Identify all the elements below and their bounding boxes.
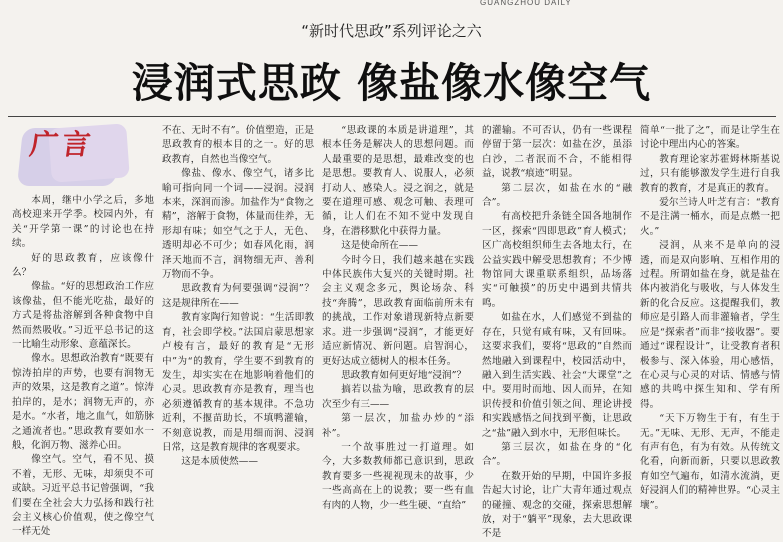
paragraph: 如盐在水，人们感觉不到盐的存在，只觉有咸有味，又有回味。这要求我们，要将“思政的”自然而然地融入到课程中，校园活动中，融入到生活实践、社会“大课堂”之中。要用时而地、因人而异，在知识传授和价值引领之间、理论讲授和实践感悟之间找到平衡，让思政之“盐”融入到水中，无形但味长。: [482, 312, 632, 439]
headline: 浸润式思政 像盐像水像空气: [131, 59, 652, 107]
paragraph: 简单“一批了之”，而是让学生在讨论中理出内心的答案。: [640, 125, 780, 151]
article-column-5: [640, 124, 780, 511]
article-column-4: [482, 124, 632, 540]
paragraph: 今时今日，我们越来越在实践中体民族伟大复兴的关键时期。社会主义观念多元，舆论场杂、科技“奔腾”，思政教育面临前所未有的挑战，工作对象谱现新特点新要求。进一步强调“浸润”，才能更好适应新情况、新问题。启智润心，更好达成立德树人的根本任务。: [322, 254, 474, 367]
paragraph: 爱尔兰诗人叶芝有言：“教育不是注满一桶水，而是点燃一把火。”: [640, 197, 780, 237]
paragraph: “思政课的本质是讲道理”，其根本任务是解决人的思想问题。而人最重要的是思想，最难改变的也是思想。要教育人、说服人，必须打动人、感染人。浸之润之，就是要在道理可感、观念可触、表理可循，让人们在不知不觉中发现自身，在潜移默化中获得力量。: [322, 125, 474, 237]
series-title: “新时代思政”系列评论之六: [301, 22, 482, 40]
paragraph: 一个故事胜过一打道理。如今，大多数教师都已意识到，思政教育要多一些视视现未的故事，少一些高高在上的说教；要一些有血有肉的人物，少一些生硬、“直给”: [322, 441, 474, 511]
paragraph: 本周，继中小学之后，多地高校迎来开学季。校园内外，有关“开学第一课”的讨论也在持续。: [12, 195, 154, 250]
paragraph: 教育家陶行知曾说：“生活即教育，社会即学校。”法国启蒙思想家卢梭有言，最好的教育是“无形中”为“的教育，学生要不到教育的发生，却实实在在地影响着他们的心灵。思政教育亦是教育，理当也必须遵循教育的基本规律。不急功近利，不揠苗助长，不填鸭灌输，不刻意说教，而是用细而润、浸润日常，这是教育规律的客观要求。: [162, 312, 314, 453]
paragraph: 搞若以盐为喻，思政教育的层次至少有三——: [322, 384, 474, 410]
paragraph: 在数开始的早期，中国许多报告起大讨论，让广大青年通过观点的碰撞、观念的交碰，探索思想解放，对于“躺平”现象，去大思政课不是: [482, 470, 632, 540]
article-column-3: [322, 124, 474, 511]
paragraph: 教育理论家苏霍姆林斯基说过，只有能够激发学生进行自我教育的教育，才是真正的教育。: [640, 153, 780, 194]
paragraph: 第一层次，加盐办炒的“添补”。: [322, 413, 474, 439]
paragraph: 第二层次，如盐在水的“融合”。: [482, 182, 632, 209]
headline-rule: [8, 116, 776, 117]
paragraph: 思政教育为何要强调“浸润”？这是规律所在——: [162, 283, 314, 309]
masthead-strip: [0, 0, 783, 8]
paragraph: 这是使命所在——: [341, 240, 418, 252]
paragraph: 思政教育如何更好地“浸润”？: [341, 369, 467, 381]
paragraph: 像水。思想政治教育“既要有惊涛拍岸的声势，也要有润物无声的效果，这是教育之道”。惊涛拍岸的，是水；润物无声的，亦是水。“水者，地之血气，如筋脉之通流者也。”思政教育要如水一般，化润万物、滋养心田。: [12, 353, 154, 451]
paragraph: 第三层次，如盐在身的“化合”。: [482, 441, 632, 468]
article-column-2: [162, 124, 314, 468]
paragraph: 有高校把升条链全国各地制作一区，探索“四即思政”育人模式；区广高校组织师生去各地太行，在公益实践中解受思想教育；不少博物馆同大课重联系组织，品场落实“可触摸”的历史中遇到共情共鸣。: [482, 211, 632, 309]
column-logo: [12, 124, 150, 190]
column-logo-text: 广言: [27, 128, 97, 161]
masthead-text: GUANGZHOU DAILY: [480, 0, 572, 7]
paragraph: 像空气。空气，看不见、摸不着，无形、无味，却须臾不可或缺。习近平总书记曾强调，“我们要在全社会大力弘扬和践行社会主义核心价值观，使之像空气一样无处: [12, 454, 154, 538]
paragraph: 像盐、像水、像空气，诸多比喻可指向同一个词——浸润。浸润本来，深润而渗。加盐作为“食物之精”，溶解于食物，体量而佳养，无形却有味；如空气之于人，无色、透明却必不可少；如春风化雨，润泽天地而不言，润物细无声、善利万物而不争。: [162, 168, 314, 281]
paragraph: 不在、无时不有”。价值塑造，正是思政教育的根本目的之一。好的思政教育，自然也当像空气。: [162, 125, 314, 165]
paragraph: “天下万物生于有，有生于无。”无味、无形、无声，不能走有声有色，有为有效。从传统文化看，向新而新，只要以思政教育如空气遍布，如清水流淌，更好浸润人们的精神世界。“心灵主壤”。: [640, 413, 780, 511]
paragraph: 这是本质使然——: [181, 456, 258, 468]
paragraph: 像盐。“好的思想政治工作应该像盐，但不能光吃盐，最好的方式是将盐溶解到各种食物中自然而然吸收。”习近平总书记的这一比喻生动形象、意蕴深长。: [12, 281, 154, 351]
paragraph: 浸润，从来不是单向的浸透，而是双向影响、互相作用的过程。所谓如盐在身，就是盐在体内被消化与吸收，与人体发生新的化合反应。这提醒我们，教师应是引路人而非灌输者，学生应是“探索者”而非“接收器”。要通过“课程设计”，让受教育者积极参与、深入体验，用心感悟，在心灵与心灵的对话、情感与情感的共鸣中探生知和、学有所得。: [640, 240, 780, 410]
paragraph: 的灌输。不可否认，仍有一些课程停留于第一层次：如盐在汐，虽添白沙，二者泯而不合，不能相得益，说教“痕迹”明显。: [482, 125, 632, 180]
paragraph: 好的思政教育，应该像什么？: [12, 252, 154, 279]
article-column-1: [12, 124, 154, 538]
